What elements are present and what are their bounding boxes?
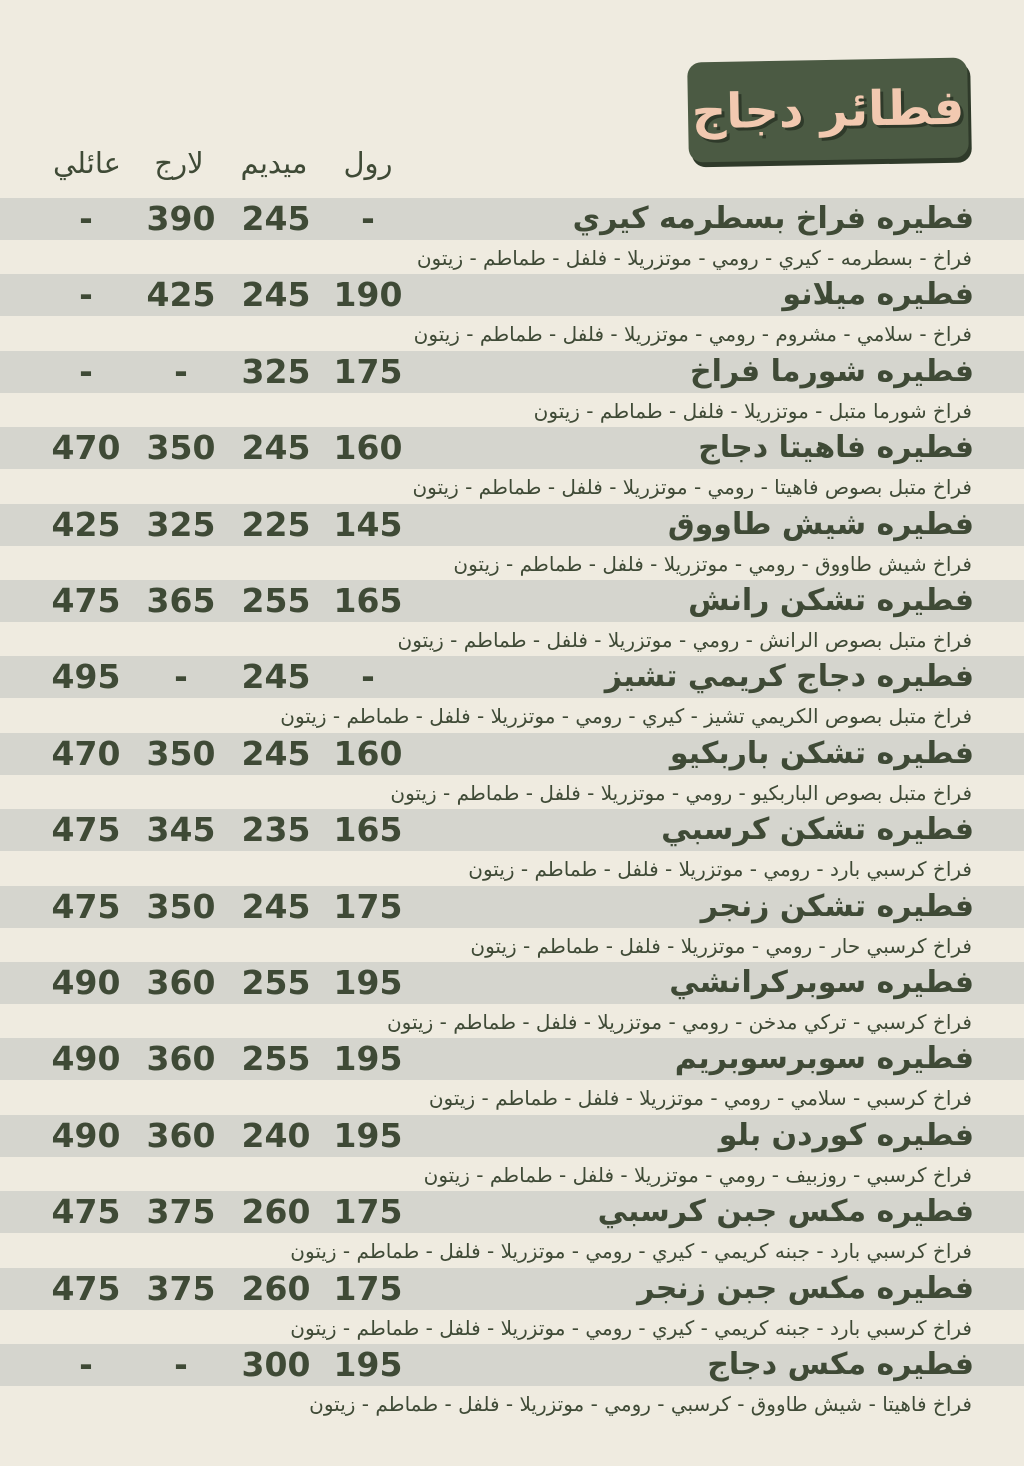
price-roll: 175 [333, 1268, 403, 1308]
menu-title: فطائر دجاج [691, 79, 965, 141]
menu-item-description: فراخ شورما متبل - موتزريلا - فلفل - طماطم - زيتون [533, 398, 972, 423]
menu-item [0, 274, 1024, 350]
menu-item-name: فطيره مكس جبن كرسبي [597, 1194, 974, 1230]
menu-item-name: فطيره دجاج كريمي تشيز [604, 659, 974, 695]
menu-item-description: فراخ شيش طاووق - رومي - موتزريلا - فلفل - طماطم - زيتون [453, 551, 972, 576]
menu-item [0, 351, 1024, 427]
column-header-large: لارج [154, 146, 204, 180]
menu-item-description: فراخ كرسبي بارد - رومي - موتزريلا - فلفل - طماطم - زيتون [468, 857, 972, 882]
price-medium: 260 [241, 1192, 311, 1232]
price-roll: 195 [333, 1039, 403, 1079]
price-family: - [79, 351, 93, 391]
price-roll: 195 [333, 1345, 403, 1384]
price-family: 490 [51, 1115, 121, 1155]
price-family: - [79, 199, 93, 238]
price-large: 365 [146, 581, 216, 620]
price-family: 495 [51, 657, 121, 697]
price-roll: 190 [333, 275, 403, 315]
menu-item-description: فراخ فاهيتا - شيش طاووق - كرسبي - رومي - موتزريلا - فلفل - طماطم - زيتون [309, 1392, 972, 1416]
price-medium: 255 [241, 963, 311, 1002]
price-roll: 165 [333, 810, 403, 850]
price-family: 470 [51, 733, 121, 773]
price-medium: 260 [241, 1268, 311, 1308]
price-family: - [79, 275, 93, 315]
price-medium: 300 [241, 1345, 311, 1384]
price-large: 425 [146, 275, 216, 315]
menu-item [0, 1344, 1024, 1420]
menu-item [0, 962, 1024, 1038]
menu-item-name: فطيره تشكن كرسبي [661, 812, 974, 848]
price-large: 360 [146, 963, 216, 1002]
menu-item-name: فطيره فراخ بسطرمه كيري [572, 201, 974, 236]
price-medium: 325 [241, 351, 311, 391]
price-family: 475 [51, 1192, 121, 1232]
price-roll: 175 [333, 351, 403, 391]
menu-item [0, 427, 1024, 503]
menu-item [0, 1191, 1024, 1267]
menu-item-description: فراخ متبل بصوص فاهيتا - رومي - موتزريلا - فلفل - طماطم - زيتون [412, 475, 972, 500]
price-family: 475 [51, 886, 121, 926]
price-medium: 245 [241, 199, 311, 238]
price-large: 345 [146, 810, 216, 850]
price-roll: 195 [333, 1115, 403, 1155]
price-medium: 235 [241, 810, 311, 850]
menu-item [0, 198, 1024, 274]
menu-title-badge [687, 58, 969, 163]
price-family: 475 [51, 810, 121, 850]
menu-item [0, 886, 1024, 962]
price-roll: - [361, 657, 375, 697]
price-large: 360 [146, 1115, 216, 1155]
price-large: 390 [146, 199, 216, 238]
price-family: 470 [51, 428, 121, 468]
price-roll: 160 [333, 428, 403, 468]
menu-item-name: فطيره سوبرسوبريم [674, 1041, 974, 1077]
price-large: 375 [146, 1192, 216, 1232]
menu-item-description: فراخ كرسبي - سلامي - رومي - موتزريلا - فلفل - طماطم - زيتون [428, 1086, 972, 1111]
menu-item-name: فطيره مكس دجاج [707, 1347, 974, 1382]
menu-item [0, 809, 1024, 885]
price-large: 360 [146, 1039, 216, 1079]
menu-item [0, 1268, 1024, 1344]
price-roll: 175 [333, 886, 403, 926]
price-large: - [174, 1345, 188, 1384]
price-roll: 175 [333, 1192, 403, 1232]
menu-item-name: فطيره شورما فراخ [689, 353, 974, 389]
menu-item-name: فطيره ميلانو [782, 277, 974, 313]
price-medium: 245 [241, 428, 311, 468]
menu-item-description: فراخ كرسبي - تركي مدخن - رومي - موتزريلا - فلفل - طماطم - زيتون [386, 1010, 972, 1034]
menu-item-name: فطيره فاهيتا دجاج [698, 430, 974, 466]
price-large: 350 [146, 428, 216, 468]
column-header-family: عائلي [53, 146, 121, 180]
menu-item-description: فراخ متبل بصوص الرانش - رومي - موتزريلا - فلفل - طماطم - زيتون [397, 628, 972, 652]
price-large: 350 [146, 733, 216, 773]
menu-item-name: فطيره سوبركرانشي [669, 965, 974, 1000]
price-medium: 245 [241, 886, 311, 926]
menu-item [0, 1038, 1024, 1114]
menu-item [0, 580, 1024, 656]
menu-item-description: فراخ كرسبي بارد - جبنه كريمي - كيري - رومي - موتزريلا - فلفل - طماطم - زيتون [290, 1239, 972, 1264]
menu-item [0, 733, 1024, 809]
price-family: 475 [51, 581, 121, 620]
price-roll: 160 [333, 733, 403, 773]
menu-item-name: فطيره مكس جبن زنجر [637, 1270, 974, 1306]
price-medium: 225 [241, 504, 311, 544]
menu-item-description: فراخ كرسبي بارد - جبنه كريمي - كيري - رومي - موتزريلا - فلفل - طماطم - زيتون [290, 1315, 972, 1340]
price-roll: - [361, 199, 375, 238]
menu-item-description: فراخ كرسبي حار - رومي - موتزريلا - فلفل - طماطم - زيتون [470, 933, 972, 958]
menu-item-name: فطيره تشكن رانش [688, 583, 974, 618]
price-family: 490 [51, 963, 121, 1002]
menu-item-description: فراخ متبل بصوص الكريمي تشيز - كيري - رومي - موتزريلا - فلفل - طماطم - زيتون [280, 704, 972, 729]
menu-item-name: فطيره تشكن زنجر [700, 888, 974, 924]
price-family: 475 [51, 1268, 121, 1308]
price-medium: 245 [241, 275, 311, 315]
price-large: 375 [146, 1268, 216, 1308]
price-medium: 255 [241, 581, 311, 620]
menu-item-name: فطيره تشكن باربكيو [669, 735, 974, 771]
price-large: - [174, 657, 188, 697]
price-medium: 245 [241, 657, 311, 697]
price-medium: 240 [241, 1115, 311, 1155]
price-family: 490 [51, 1039, 121, 1079]
column-header-medium: ميديم [240, 146, 308, 180]
price-medium: 245 [241, 733, 311, 773]
menu-item-name: فطيره كوردن بلو [718, 1117, 974, 1153]
menu-item-description: فراخ متبل بصوص الباربكيو - رومي - موتزريلا - فلفل - طماطم - زيتون [390, 780, 972, 805]
price-roll: 145 [333, 504, 403, 544]
menu-item [0, 1115, 1024, 1191]
price-family: 425 [51, 504, 121, 544]
menu-item-description: فراخ - سلامي - مشروم - رومي - موتزريلا - فلفل - طماطم - زيتون [413, 322, 972, 347]
column-header-roll: رول [343, 146, 393, 180]
price-large: 350 [146, 886, 216, 926]
price-roll: 165 [333, 581, 403, 620]
price-family: - [79, 1345, 93, 1384]
menu-item-name: فطيره شيش طاووق [667, 506, 974, 542]
price-large: - [174, 351, 188, 391]
menu-item-description: فراخ - بسطرمه - كيري - رومي - موتزريلا - فلفل - طماطم - زيتون [416, 246, 972, 270]
price-large: 325 [146, 504, 216, 544]
menu-item [0, 504, 1024, 580]
price-roll: 195 [333, 963, 403, 1002]
menu-item-description: فراخ كرسبي - روزبيف - رومي - موتزريلا - فلفل - طماطم - زيتون [423, 1162, 972, 1187]
menu-item [0, 656, 1024, 732]
price-medium: 255 [241, 1039, 311, 1079]
